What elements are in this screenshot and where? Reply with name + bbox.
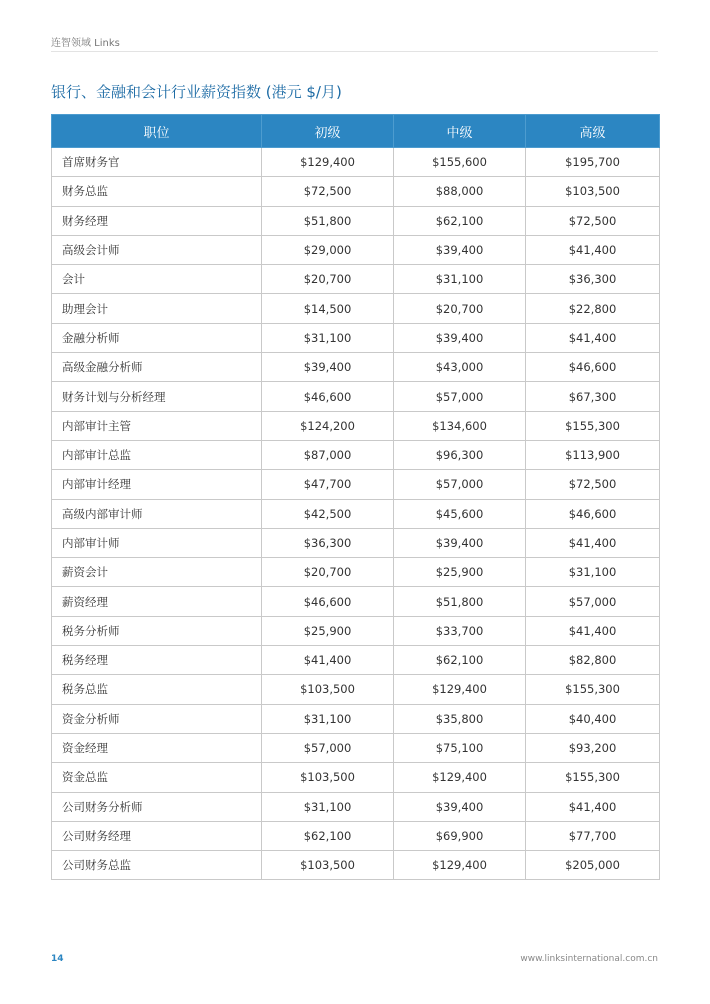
senior-salary-cell: $41,400 [526,616,660,645]
table-row [52,206,660,235]
senior-salary-cell: $41,400 [526,235,660,264]
senior-salary-cell: $205,000 [526,851,660,880]
table-row [52,323,660,352]
senior-salary-cell: $41,400 [526,323,660,352]
table-row [52,675,660,704]
senior-salary-cell: $195,700 [526,148,660,177]
mid-salary-cell: $57,000 [394,382,526,411]
senior-salary-cell: $40,400 [526,704,660,733]
column-header-position: 职位 [52,115,262,148]
senior-salary-cell: $77,700 [526,821,660,850]
mid-salary-cell: $20,700 [394,294,526,323]
senior-salary-cell: $155,300 [526,411,660,440]
junior-salary-cell: $36,300 [262,528,394,557]
mid-salary-cell: $62,100 [394,206,526,235]
junior-salary-cell: $14,500 [262,294,394,323]
senior-salary-cell: $36,300 [526,265,660,294]
mid-salary-cell: $69,900 [394,821,526,850]
senior-salary-cell: $46,600 [526,353,660,382]
senior-salary-cell: $72,500 [526,470,660,499]
junior-salary-cell: $42,500 [262,499,394,528]
page-number: 14 [51,954,64,964]
position-cell: 公司财务分析师 [52,792,262,821]
column-header-senior: 高级 [526,115,660,148]
mid-salary-cell: $134,600 [394,411,526,440]
table-row [52,265,660,294]
junior-salary-cell: $87,000 [262,440,394,469]
table-header [52,115,660,148]
senior-salary-cell: $103,500 [526,177,660,206]
senior-salary-cell: $57,000 [526,587,660,616]
table-header-row [52,115,660,148]
senior-salary-cell: $93,200 [526,733,660,762]
junior-salary-cell: $20,700 [262,558,394,587]
position-cell: 财务计划与分析经理 [52,382,262,411]
junior-salary-cell: $51,800 [262,206,394,235]
position-cell: 高级内部审计师 [52,499,262,528]
senior-salary-cell: $82,800 [526,646,660,675]
position-cell: 金融分析师 [52,323,262,352]
mid-salary-cell: $45,600 [394,499,526,528]
column-header-junior: 初级 [262,115,394,148]
senior-salary-cell: $67,300 [526,382,660,411]
junior-salary-cell: $103,500 [262,675,394,704]
table-row [52,528,660,557]
position-cell: 资金总监 [52,763,262,792]
table-row [52,821,660,850]
position-cell: 会计 [52,265,262,294]
position-cell: 助理会计 [52,294,262,323]
table-row [52,704,660,733]
position-cell: 税务分析师 [52,616,262,645]
junior-salary-cell: $41,400 [262,646,394,675]
position-cell: 内部审计师 [52,528,262,557]
senior-salary-cell: $113,900 [526,440,660,469]
table-row [52,851,660,880]
junior-salary-cell: $103,500 [262,763,394,792]
mid-salary-cell: $129,400 [394,763,526,792]
junior-salary-cell: $103,500 [262,851,394,880]
junior-salary-cell: $46,600 [262,382,394,411]
table-row [52,558,660,587]
mid-salary-cell: $62,100 [394,646,526,675]
table-row [52,733,660,762]
junior-salary-cell: $31,100 [262,792,394,821]
senior-salary-cell: $31,100 [526,558,660,587]
mid-salary-cell: $129,400 [394,851,526,880]
position-cell: 财务经理 [52,206,262,235]
position-cell: 薪资会计 [52,558,262,587]
senior-salary-cell: $46,600 [526,499,660,528]
mid-salary-cell: $35,800 [394,704,526,733]
position-cell: 公司财务总监 [52,851,262,880]
position-cell: 内部审计主管 [52,411,262,440]
position-cell: 税务经理 [52,646,262,675]
junior-salary-cell: $124,200 [262,411,394,440]
position-cell: 内部审计总监 [52,440,262,469]
senior-salary-cell: $22,800 [526,294,660,323]
junior-salary-cell: $20,700 [262,265,394,294]
mid-salary-cell: $39,400 [394,235,526,264]
position-cell: 资金经理 [52,733,262,762]
mid-salary-cell: $33,700 [394,616,526,645]
position-cell: 薪资经理 [52,587,262,616]
header-divider [51,51,658,52]
table-row [52,763,660,792]
junior-salary-cell: $25,900 [262,616,394,645]
table-row [52,353,660,382]
mid-salary-cell: $25,900 [394,558,526,587]
junior-salary-cell: $129,400 [262,148,394,177]
junior-salary-cell: $47,700 [262,470,394,499]
mid-salary-cell: $57,000 [394,470,526,499]
table-row [52,587,660,616]
mid-salary-cell: $39,400 [394,528,526,557]
mid-salary-cell: $51,800 [394,587,526,616]
position-cell: 资金分析师 [52,704,262,733]
table-row [52,235,660,264]
table-row [52,411,660,440]
mid-salary-cell: $39,400 [394,792,526,821]
position-cell: 财务总监 [52,177,262,206]
table-row [52,499,660,528]
column-header-mid: 中级 [394,115,526,148]
position-cell: 高级金融分析师 [52,353,262,382]
table-row [52,616,660,645]
mid-salary-cell: $155,600 [394,148,526,177]
table-row [52,646,660,675]
table-row [52,470,660,499]
position-cell: 首席财务官 [52,148,262,177]
senior-salary-cell: $72,500 [526,206,660,235]
senior-salary-cell: $155,300 [526,675,660,704]
salary-table [51,114,660,880]
senior-salary-cell: $155,300 [526,763,660,792]
footer-url: www.linksinternational.com.cn [520,954,658,964]
page-title: 银行、金融和会计行业薪资指数 (港元 $/月) [51,83,342,101]
table-row [52,440,660,469]
position-cell: 内部审计经理 [52,470,262,499]
position-cell: 公司财务经理 [52,821,262,850]
table-row [52,177,660,206]
mid-salary-cell: $88,000 [394,177,526,206]
table-row [52,382,660,411]
senior-salary-cell: $41,400 [526,528,660,557]
mid-salary-cell: $129,400 [394,675,526,704]
table-row [52,148,660,177]
junior-salary-cell: $31,100 [262,704,394,733]
position-cell: 税务总监 [52,675,262,704]
junior-salary-cell: $46,600 [262,587,394,616]
mid-salary-cell: $75,100 [394,733,526,762]
junior-salary-cell: $72,500 [262,177,394,206]
mid-salary-cell: $31,100 [394,265,526,294]
junior-salary-cell: $57,000 [262,733,394,762]
header-label: 连智领域 Links [51,38,120,49]
table-body [52,148,660,880]
mid-salary-cell: $43,000 [394,353,526,382]
mid-salary-cell: $96,300 [394,440,526,469]
table-row [52,792,660,821]
table-row [52,294,660,323]
junior-salary-cell: $62,100 [262,821,394,850]
mid-salary-cell: $39,400 [394,323,526,352]
junior-salary-cell: $39,400 [262,353,394,382]
junior-salary-cell: $31,100 [262,323,394,352]
senior-salary-cell: $41,400 [526,792,660,821]
position-cell: 高级会计师 [52,235,262,264]
junior-salary-cell: $29,000 [262,235,394,264]
